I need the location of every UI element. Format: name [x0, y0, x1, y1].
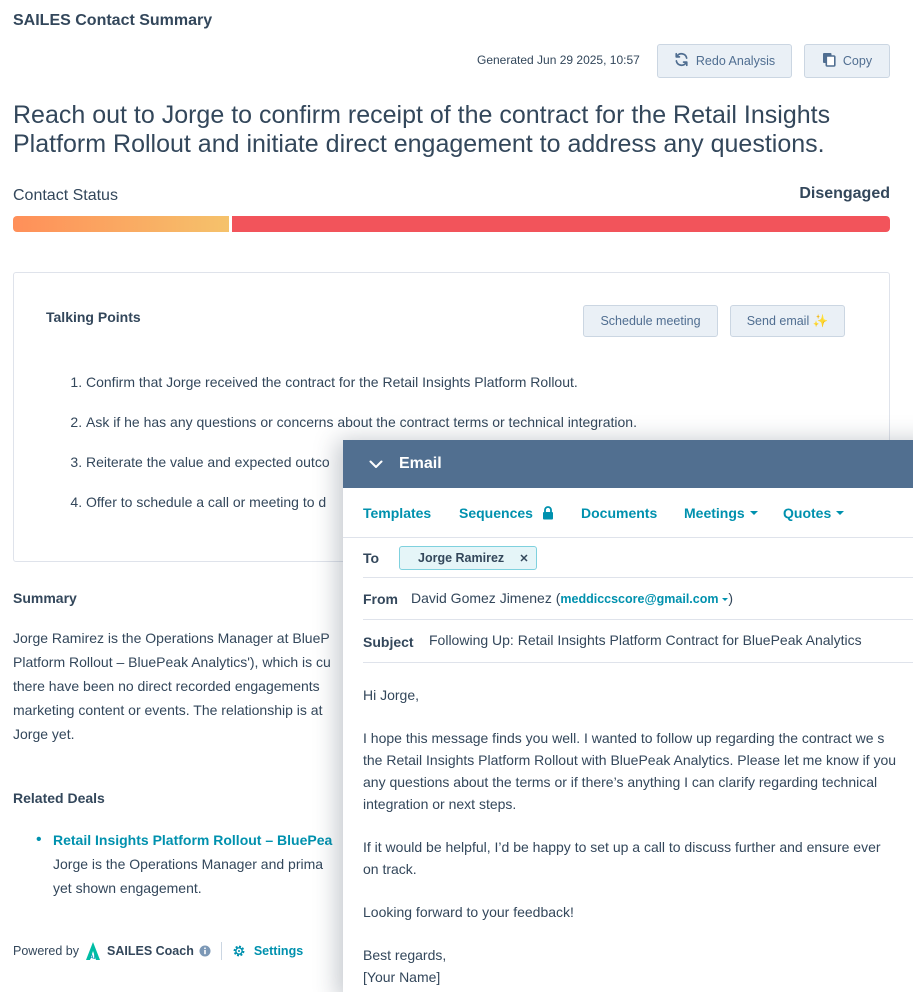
svg-text:AI: AI [89, 955, 96, 961]
recipient-name: Jorge Ramirez [418, 551, 505, 565]
footer-divider [221, 942, 222, 960]
body-closing: Best regards, [363, 947, 447, 963]
divider [363, 619, 913, 620]
divider [363, 662, 913, 663]
body-paragraph: Looking forward to your feedback! [363, 904, 574, 920]
body-line: any questions about the terms or if there’s anything I can clarify regarding technical [363, 774, 878, 790]
related-deals-title: Related Deals [13, 790, 105, 806]
status-bar-segment-disengaged [232, 216, 890, 232]
caret-down-icon [750, 511, 758, 515]
redo-analysis-button[interactable] [657, 44, 792, 78]
talking-point-item: 1. Confirm that Jorge received the contract for the Retail Insights Platform Rollout. [86, 373, 886, 413]
body-line: If it would be helpful, I’d be happy to set up a call to discuss further and ensure ever [363, 839, 881, 855]
documents-tab[interactable]: Documents [581, 505, 658, 521]
copy-button[interactable] [804, 44, 890, 78]
caret-down-icon [836, 511, 844, 515]
body-line: integration or next steps. [363, 796, 517, 812]
summary-line: Platform Rollout – BluePeak Analytics'), which is cu [13, 654, 331, 670]
copy-label: Copy [842, 54, 873, 68]
bullet-icon: • [36, 831, 42, 848]
recommendation-headline: Reach out to Jorge to confirm receipt of the contract for the Retail Insights Platform Rollout and initiate direct engagement to address any questions. [13, 101, 831, 158]
sequences-tab-label: Sequences [459, 505, 533, 521]
sailes-logo-icon [85, 941, 101, 961]
generated-timestamp: Generated Jun 29 2025, 10:57 [477, 53, 640, 67]
refresh-icon [674, 52, 689, 70]
quotes-tab-label: Quotes [783, 505, 832, 521]
powered-by-label: Powered by [13, 944, 80, 958]
from-label: From [363, 591, 398, 607]
deal-description-line: yet shown engagement. [53, 880, 202, 896]
body-paragraph [363, 727, 913, 815]
body-signature: [Your Name] [363, 969, 441, 985]
to-label: To [363, 550, 380, 566]
brand-name: SAILES Coach [107, 944, 194, 958]
templates-tab[interactable]: Templates [363, 505, 432, 521]
from-selector[interactable]: David Gomez Jimenez (meddiccscore@gmail.com ) [411, 590, 734, 606]
body-paragraph [363, 836, 913, 880]
deal-description-line: Jorge is the Operations Manager and prima [53, 856, 324, 872]
meetings-tab-label: Meetings [684, 505, 745, 521]
from-email: meddiccscore@gmail.com [560, 592, 719, 606]
caret-down-icon [722, 598, 728, 601]
settings-link[interactable]: Settings [253, 944, 304, 958]
schedule-meeting-button[interactable]: Schedule meeting [583, 305, 718, 337]
meetings-tab[interactable] [684, 505, 758, 521]
close-icon[interactable] [520, 554, 528, 562]
subject-label: Subject [363, 634, 414, 650]
body-line: I hope this message finds you well. I wanted to follow up regarding the contract we s [363, 730, 885, 746]
body-greeting: Hi Jorge, [363, 687, 420, 703]
email-toolbar [343, 488, 913, 538]
talking-point-item: 2. Ask if he has any questions or concerns about the contract terms or technical integration. [86, 413, 886, 453]
email-composer [343, 440, 913, 992]
summary-line: there have been no direct recorded engagements [13, 678, 320, 694]
email-body[interactable] [363, 684, 913, 988]
subject-input[interactable]: Following Up: Retail Insights Platform Contract for BluePeak Analytics [429, 632, 862, 648]
send-email-button[interactable]: Send email ✨ [730, 305, 845, 337]
contact-status-value: Disengaged [799, 185, 890, 202]
summary-line: Jorge yet. [13, 726, 75, 742]
summary-line: Jorge Ramirez is the Operations Manager at BlueP [13, 630, 330, 646]
from-name: David Gomez Jimenez [411, 590, 552, 606]
body-line: the Retail Insights Platform Rollout with BluePeak Analytics. Please let me know if you [363, 752, 897, 768]
email-title: Email [399, 455, 442, 472]
deal-link[interactable]: Retail Insights Platform Rollout – BluePea [53, 832, 333, 848]
page-title: SAILES Contact Summary [13, 12, 213, 29]
footer [13, 940, 303, 962]
divider [363, 577, 913, 578]
body-line: on track. [363, 861, 417, 877]
talking-point-item: 3. Reiterate the value and expected outco [86, 453, 886, 493]
talking-points-title: Talking Points [46, 309, 141, 325]
summary-title: Summary [13, 590, 77, 606]
quotes-tab[interactable] [783, 505, 844, 521]
email-header[interactable] [343, 440, 913, 488]
redo-analysis-label: Redo Analysis [695, 54, 776, 68]
talking-point-item: 4. Offer to schedule a call or meeting to d [86, 493, 886, 533]
status-bar-segment-engaged [13, 216, 229, 232]
sequences-tab[interactable] [459, 505, 554, 521]
recipient-chip[interactable] [399, 546, 537, 570]
summary-line: marketing content or events. The relationship is at [13, 702, 323, 718]
chevron-down-icon[interactable] [369, 460, 383, 469]
gear-icon[interactable] [232, 944, 246, 958]
info-icon[interactable] [199, 945, 211, 957]
contact-status-label: Contact Status [13, 187, 118, 204]
copy-icon [822, 52, 836, 70]
lock-icon [542, 506, 554, 520]
